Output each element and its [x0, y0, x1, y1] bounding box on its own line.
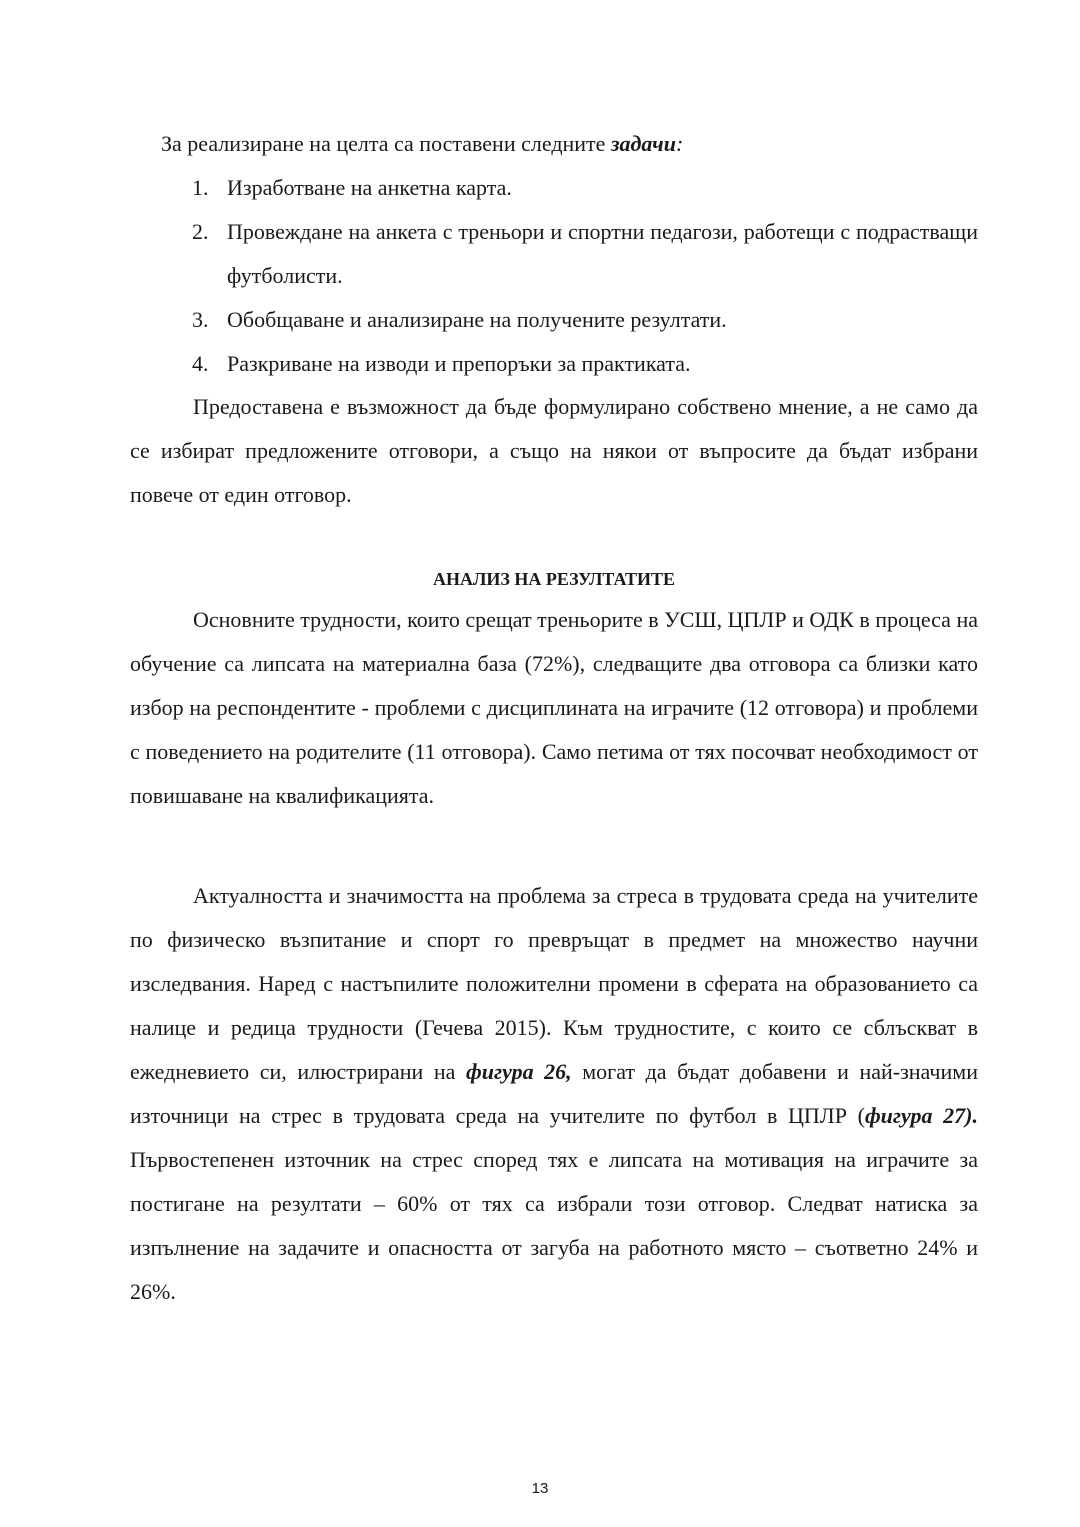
- task-text: Обобщаване и анализиране на получените резултати.: [227, 307, 727, 332]
- section-heading: АНАЛИЗ НА РЕЗУЛТАТИТЕ: [433, 569, 675, 589]
- paragraph-stress: [130, 874, 978, 1314]
- stress-text-part2: могат да бъдат добавени и най-значими източници на стрес в трудовата среда на учителите по футбол в ЦПЛР (: [130, 1059, 978, 1128]
- stress-text-part1: Актуалността и значимостта на проблема за стреса в трудовата среда на учителите по физическо възпитание и спорт го превръщат в предмет на множество научни изследвания. Наред с настъпилите положителни промени в сферата на образованието са налице и редица трудности (Гечева 2015). Към трудностите, с които се сблъскват в ежедневието си, илюстрирани на: [130, 883, 978, 1084]
- task-number: 1.: [192, 175, 209, 200]
- task-number: 2.: [192, 219, 209, 244]
- task-item: [192, 342, 978, 386]
- task-item: [192, 210, 978, 298]
- task-text: Провеждане на анкета с треньори и спортни педагози, работещи с подрастващи футболисти.: [227, 219, 978, 288]
- task-text: Изработване на анкетна карта.: [227, 175, 512, 200]
- task-item: [192, 298, 978, 342]
- figure-reference-26: фигура 26,: [466, 1059, 572, 1084]
- paragraph-opinion: Предоставена е възможност да бъде формулирано собствено мнение, а не само да се избират предложените отговори, а също на някои от въпросите да бъдат избрани повече от един отговор.: [130, 394, 978, 507]
- page-number: 13: [531, 1480, 549, 1497]
- stress-text-part3: Първостепенен източник на стрес според тях е липсата на мотивация на играчите за постигане на резултати – 60% от тях са избрали този отговор. Следват натиска за изпълнение на задачите и опасността от загуба на работното място – съответно 24% и 26%.: [130, 1147, 978, 1304]
- task-text: Разкриване на изводи и препоръки за практиката.: [227, 351, 691, 376]
- tasks-intro-text: За реализиране на целта са поставени следните: [161, 131, 611, 156]
- tasks-intro: [161, 122, 978, 166]
- task-item: [192, 166, 978, 210]
- task-number: 3.: [192, 307, 209, 332]
- tasks-keyword: задачи: [610, 131, 676, 156]
- tasks-intro-colon: :: [675, 131, 684, 156]
- figure-reference-27: фигура 27).: [864, 1103, 978, 1128]
- task-number: 4.: [192, 351, 209, 376]
- paragraph-difficulties: Основните трудности, които срещат треньорите в УСШ, ЦПЛР и ОДК в процеса на обучение са липсата на материална база (72%), следващите два отговора са близки като избор на респондентите - проблеми с дисциплината на играчите (12 отговора) и проблеми с поведението на родителите (11 отговора). Само петима от тях посочват необходимост от повишаване на квалификацията.: [130, 607, 978, 808]
- tasks-list: [192, 166, 978, 386]
